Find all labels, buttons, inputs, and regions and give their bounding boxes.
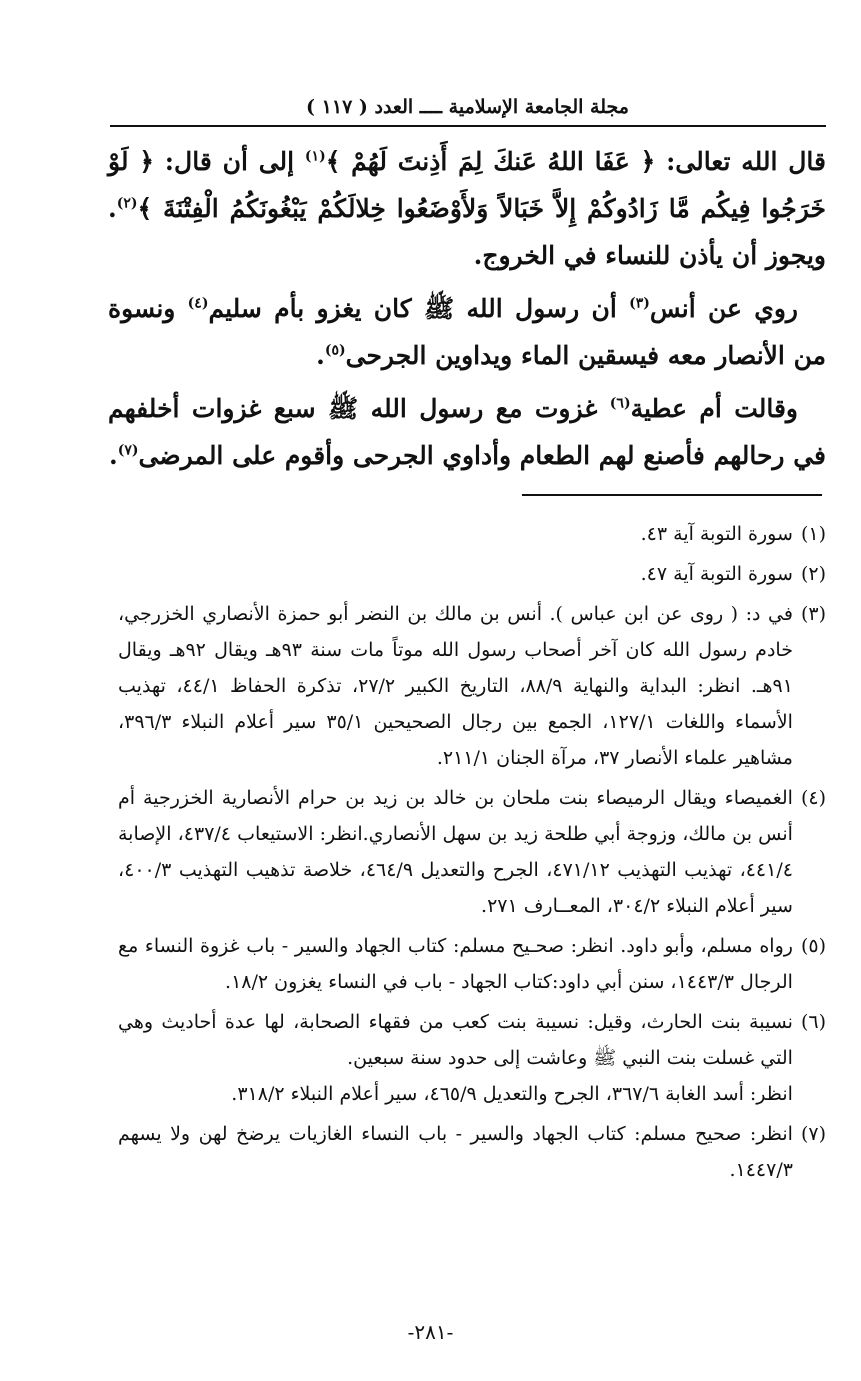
paragraph-3 — [108, 385, 826, 479]
footnote — [118, 780, 826, 924]
footnote — [118, 1004, 826, 1112]
footnote-text: انظر: أسد الغابة ٣٦٧/٦، الجرح والتعديل ٤٦٥/٩، سير أعلام النبلاء ٣١٨/٢. — [231, 1083, 793, 1105]
footnote-text: انظر: صحيح مسلم: كتاب الجهاد والسير - باب النساء الغازيات يرضخ لهن ولا يسهم ١٤٤٧/٣. — [118, 1123, 793, 1181]
footnote — [118, 556, 826, 592]
footnote-ref-1[interactable]: (١) — [304, 148, 326, 165]
footnote-ref-2[interactable]: (٢) — [116, 195, 138, 212]
footnote-ref-3[interactable]: (٣) — [629, 295, 650, 312]
paragraph-3-text-a: وقالت أم عطية — [630, 394, 799, 423]
footnote-text: سورة التوبة آية ٤٧. — [640, 563, 793, 585]
footnote — [118, 928, 826, 1000]
footnote-ref-5[interactable]: (٥) — [324, 342, 346, 359]
footnote-text: رواه مسلم، وأبو داود. انظر: صحـيح مسلم: كتاب الجهاد والسير - باب غزوة النساء مع الرجال ١٤٤٣/٣، سنن أبي داود:كتاب الجهاد - باب في النساء يغزون ١٨/٢. — [118, 935, 793, 993]
footnote — [118, 1116, 826, 1188]
quran-verse-1: ﴿ عَفَا اللهُ عَنكَ لِمَ أَذِنتَ لَهُمْ ﴾ — [325, 147, 656, 176]
footnote-text: سورة التوبة آية ٤٣. — [640, 523, 793, 545]
footnote-number: (٢) — [800, 563, 826, 585]
running-header: مجلة الجامعة الإسلامية ــــ العدد ( ١١٧ ) — [306, 96, 629, 118]
paragraph-2-text-b: أن رسول الله ﷺ كان يغزو بأم سليم — [208, 294, 630, 323]
paragraph-2-text-d: . — [316, 341, 325, 370]
main-text — [108, 138, 826, 479]
footnote-ref-4[interactable]: (٤) — [187, 295, 209, 312]
footnote-ref-6[interactable]: (٦) — [609, 395, 631, 412]
footnote-text: نسيبة بنت الحارث، وقيل: نسيبة بنت كعب من فقهاء الصحابة، لها عدة أحاديث وهي التي غسلت بنت النبي ﷺ وعاشت إلى حدود سنة سبعين. — [118, 1011, 793, 1069]
paragraph-2-text-a: روي عن أنس — [649, 294, 798, 323]
paragraph-2 — [108, 285, 826, 379]
footnote-divider — [522, 494, 822, 496]
paragraph-3-text-b: غزوت مع رسول الله ﷺ سبع غزوات أخلفهم في رحالهم فأصنع لهم الطعام وأداوي الجرحى وأقوم على المرضى — [108, 394, 826, 470]
footnote — [118, 596, 826, 776]
footnote — [118, 516, 826, 552]
footnote-number: (١) — [800, 523, 826, 545]
footnote-number: (٧) — [800, 1123, 826, 1145]
footnote-text: الغميصاء ويقال الرميصاء بنت ملحان بن خالد بن زيد بن حرام الأنصارية الخزرجية أم أنس بن مالك، وزوجة أبي طلحة زيد بن سهل الأنصاري.انظر: الاستيعاب ٤٣٧/٤، الإصابة ٤٤١/٤، تهذيب التهذيب ٤٧١/١٢، الجرح والتعديل ٤٦٤/٩، خلاصة تذهيب التهذيب ٤٠٠/٣، سير أعلام النبلاء ٣٠٤/٢، المعــارف ٢٧١. — [118, 787, 793, 917]
paragraph-1-lead: قال الله تعالى: — [666, 147, 826, 176]
footnote-number: (٦) — [800, 1011, 826, 1033]
page-number: -٢٨١- — [407, 1320, 454, 1344]
footnote-number: (٥) — [800, 935, 826, 957]
paragraph-1 — [108, 138, 826, 279]
footnotes — [118, 516, 826, 1192]
footnote-number: (٤) — [800, 787, 826, 809]
quran-verse-2: ﴿ لَوْ خَرَجُوا فِيكُم مَّا زَادُوكُمْ إِلاَّ خَبَالاً وَلأَوْضَعُوا خِلالَكُمْ يَبْغُونَكُمُ الْفِتْنَةَ ﴾ — [108, 147, 826, 223]
paragraph-1-mid: إلى أن قال: — [154, 147, 305, 176]
paragraph-1-tail: . ويجوز أن يأذن للنساء في الخروج. — [108, 194, 826, 270]
header-divider — [110, 125, 826, 127]
paragraph-2-text-c: ونسوة من الأنصار معه فيسقين الماء ويداوين الجرحى — [108, 294, 826, 370]
footnote-number: (٣) — [800, 603, 826, 625]
footnote-ref-7[interactable]: (٧) — [117, 442, 139, 459]
footnote-text: في د: ( روى عن ابن عباس ). أنس بن مالك بن النضر أبو حمزة الأنصاري الخزرجي، خادم رسول الله كان آخر أصحاب رسول الله موتاً مات سنة ٩٣هـ ويقال ٩٢هـ ويقال ٩١هـ. انظر: البداية والنهاية ٨٨/٩، التاريخ الكبير ٢٧/٢، تذكرة الحفاظ ٤٤/١، تهذيب الأسماء واللغات ١٢٧/١، الجمع بين رجال الصحيحين ٣٥/١ سير أعلام النبلاء ٣٩٦/٣، مشاهير علماء الأنصار ٣٧، مرآة الجنان ٢١١/١. — [118, 603, 793, 769]
paragraph-3-text-c: . — [109, 441, 118, 470]
